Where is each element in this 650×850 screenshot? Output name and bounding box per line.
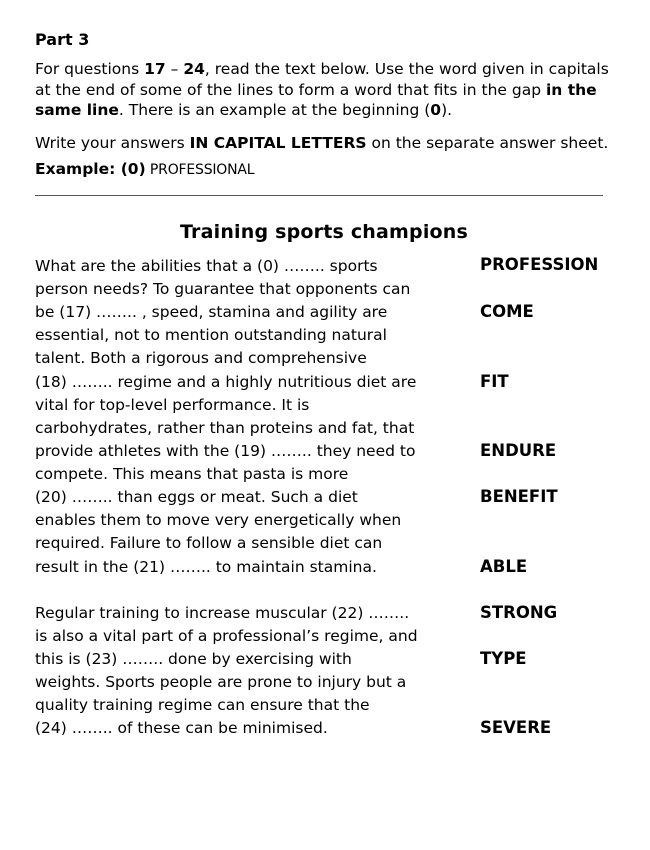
keyword: ABLE xyxy=(480,556,528,576)
question-end: 24 xyxy=(183,60,205,78)
text-line: vital for top-level performance. It is xyxy=(35,395,310,414)
exam-page xyxy=(35,30,625,737)
instructions-emphasis: in the same line xyxy=(35,80,597,119)
instructions xyxy=(35,59,625,121)
text-line: Regular training to increase muscular (22) …….. xyxy=(35,603,410,622)
text-line: talent. Both a rigorous and comprehensive xyxy=(35,348,367,367)
instructions-text: For questions xyxy=(35,60,145,78)
keyword: COME xyxy=(480,301,534,321)
text-line: result in the (21) …….. to maintain stamina. xyxy=(35,557,377,576)
text-line: provide athletes with the (19) …….. they need to xyxy=(35,441,416,460)
answer-note-text: Write your answers xyxy=(35,133,190,152)
example-number: 0 xyxy=(430,101,442,119)
keyword: ENDURE xyxy=(480,440,557,460)
example-label: Example: (0) xyxy=(35,160,146,178)
text-line: carbohydrates, rather than proteins and fat, that xyxy=(35,418,415,437)
text-line: compete. This means that pasta is more xyxy=(35,464,349,483)
text-line: weights. Sports people are prone to injury but a xyxy=(35,672,407,691)
text-line: is also a vital part of a professional’s regime, and xyxy=(35,626,418,645)
answer-note-text: on the separate answer sheet. xyxy=(366,133,609,152)
text-line: this is (23) …….. done by exercising with xyxy=(35,649,352,668)
example-answer: PROFESSIONAL xyxy=(145,162,255,178)
instructions-text: . There is an example at the beginning ( xyxy=(118,101,431,119)
text-line: What are the abilities that a (0) …….. sports xyxy=(35,256,378,275)
keyword: TYPE xyxy=(480,648,527,668)
answer-note-emphasis: IN CAPITAL LETTERS xyxy=(189,133,367,152)
keyword: BENEFIT xyxy=(480,486,558,506)
question-start: 17 xyxy=(144,60,166,78)
answer-note xyxy=(35,133,625,154)
text-line: required. Failure to follow a sensible diet can xyxy=(35,533,383,552)
instructions-text: ). xyxy=(441,101,453,119)
text-line: enables them to move very energetically when xyxy=(35,510,402,529)
text-line: (18) …….. regime and a highly nutritious diet are xyxy=(35,372,417,391)
example xyxy=(35,159,625,181)
keyword: PROFESSION xyxy=(480,254,599,274)
divider-line xyxy=(35,195,603,196)
keyword: SEVERE xyxy=(480,717,552,737)
part-title: Part 3 xyxy=(35,30,90,49)
keyword: STRONG xyxy=(480,602,558,622)
text-line: be (17) …….. , speed, stamina and agility are xyxy=(35,302,388,321)
text-line: (24) …….. of these can be minimised. xyxy=(35,718,328,737)
text-line: quality training regime can ensure that the xyxy=(35,695,370,714)
text-title: Training sports champions xyxy=(179,220,469,243)
keyword: FIT xyxy=(480,371,509,391)
text-line: essential, not to mention outstanding natural xyxy=(35,325,387,344)
instructions-dash: – xyxy=(165,60,184,78)
text-line: person needs? To guarantee that opponents can xyxy=(35,279,411,298)
text-line: (20) …….. than eggs or meat. Such a diet xyxy=(35,487,358,506)
instructions-text: , read the text below. Use the word given in capitals at the end of some of the lines to form a word that fits in the gap xyxy=(35,60,609,99)
